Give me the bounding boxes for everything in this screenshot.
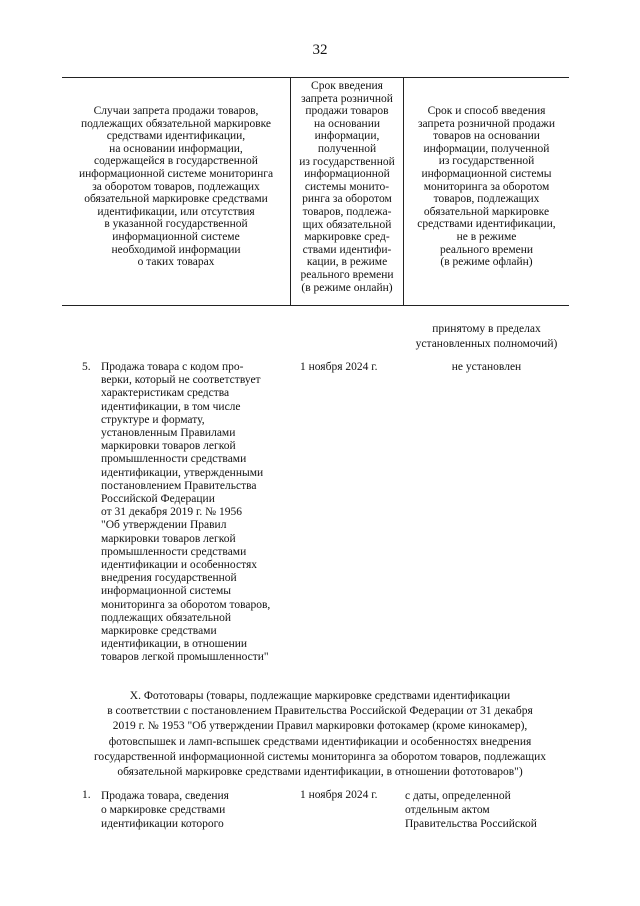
description-line: о маркировке средствами [101,804,226,816]
header-line: системы монито- [304,180,390,193]
offline-line: не установлен [451,361,522,373]
header-line: кации, в режиме [306,256,388,269]
header-bottom-rule [62,305,569,306]
header-line: информационной системе мониторинга [78,167,274,180]
description-line: идентификации и особенностях [101,559,257,572]
description-line: идентификации которого [101,818,224,830]
description-line: внедрения государственной [101,572,237,585]
section-row-online-date: 1 ноября 2024 г. [300,789,378,801]
header-line: идентификации, или отсутствия [97,205,255,218]
header-col-offline [404,105,569,269]
description-line: промышленности средствами [101,545,247,558]
section-line: обязательной маркировке средствами идентификации, в отношении фототоваров") [117,766,523,779]
header-line: содержащейся в государственной [94,155,258,168]
header-line: информации, [314,130,380,143]
description-line: характеристикам средства [101,387,230,400]
section-line: государственной информационной системы мониторинга за оборотом товаров, подлежащих [94,750,546,763]
header-line: реального времени [300,268,394,281]
header-line: средствами идентификации, [106,130,246,143]
header-line: полученной [317,142,377,155]
description-line: от 31 декабря 2019 г. № 1956 [101,506,243,519]
header-line: на основании информации, [109,142,243,155]
header-line: реального времени [439,243,534,256]
row-number: 5. [82,361,91,373]
row-description [101,361,270,665]
header-line: запрета розничной продажи [417,117,556,130]
description-line: подлежащих обязательной [101,611,232,624]
header-line: Срок введения [311,80,383,92]
header-line: запрета розничной [301,92,393,105]
header-line: средствами идентификации, [417,218,556,231]
header-line: товаров на основании [433,130,540,143]
header-line: продажи товаров [305,105,389,118]
description-line: маркировки товаров легкой [101,440,236,453]
header-top-rule [62,77,569,78]
offline-line: отдельным актом [405,804,490,816]
offline-line: Правительства Российской [405,818,537,830]
header-line: товаров, подлежа- [302,205,392,218]
continuation-line: установленных полномочий) [415,338,558,350]
description-line: Продажа товара с кодом про- [101,361,244,373]
row-offline-text [404,361,569,374]
description-line: информационной системы [101,585,232,598]
section-row-offline-text [405,789,537,831]
description-line: верки, который не соответствует [101,374,261,387]
continuation-text [404,322,569,352]
header-line: ствами идентифи- [302,243,392,256]
section-row-number: 1. [82,789,91,801]
header-line: в указанной государственной [104,218,248,231]
header-col-cases [62,105,290,269]
description-line: идентификации, утвержденными [101,466,264,479]
description-line: мониторинга за оборотом товаров, [101,598,271,611]
row-online-date: 1 ноября 2024 г. [300,361,378,373]
description-line: маркировке средствами [101,625,217,638]
description-line: Российской Федерации [101,493,215,506]
header-line: ринга за оборотом [302,193,392,206]
header-line: мониторинга за оборотом [423,180,550,193]
description-line: идентификации, в том числе [101,400,241,413]
description-line: постановлением Правительства [101,479,257,492]
header-line: обязательной маркировке [423,205,550,218]
description-line: "Об утверждении Правил [101,519,227,532]
header-line: (в режиме онлайн) [301,281,393,294]
description-line: структуре и формату, [101,413,205,426]
section-line: в соответствии с постановлением Правительства Российской Федерации от 31 декабря [107,705,533,718]
header-col-online [291,80,403,294]
description-line: Продажа товара, сведения [101,790,229,802]
header-line: о таких товарах [137,256,215,269]
header-line: информационной [304,168,390,181]
header-line: информации, полученной [423,142,550,155]
section-heading [40,689,600,780]
header-line: Случаи запрета продажи товаров, [93,105,259,117]
header-line: информационной системе [112,230,240,243]
offline-line: с даты, определенной [405,790,511,802]
header-line: не в режиме [456,230,517,243]
header-line: из государственной [299,155,395,168]
description-line: идентификации, в отношении [101,638,248,651]
section-line: фотовспышек и ламп-вспышек средствами идентификации и особенностях внедрения [108,735,532,748]
header-line: маркировке сред- [304,231,390,244]
header-line: обязательной маркировке средствами [84,193,268,206]
continuation-line: принятому в пределах [432,323,541,335]
page-number: 32 [312,42,328,58]
header-line: за оборотом товаров, подлежащих [92,180,260,193]
header-line: из государственной [438,155,535,168]
description-line: маркировки товаров легкой [101,532,236,545]
header-line: информационной системы [421,167,552,180]
section-line: X. Фототовары (товары, подлежащие маркировке средствами идентификации [129,690,511,702]
description-line: промышленности средствами [101,453,247,466]
header-line: подлежащих обязательной маркировке [80,117,272,130]
header-line: товаров, подлежащих [433,193,540,206]
description-line: установленным Правилами [101,427,236,440]
section-row-description [101,789,229,831]
description-line: товаров легкой промышленности" [101,651,269,664]
header-line: щих обязательной [302,218,392,231]
header-line: необходимой информации [111,243,241,256]
header-line: на основании [313,117,381,130]
header-line: Срок и способ введения [427,105,546,117]
section-line: 2019 г. № 1953 "Об утверждении Правил маркировки фотокамер (кроме кинокамер), [112,720,528,733]
header-line: (в режиме офлайн) [440,256,533,269]
